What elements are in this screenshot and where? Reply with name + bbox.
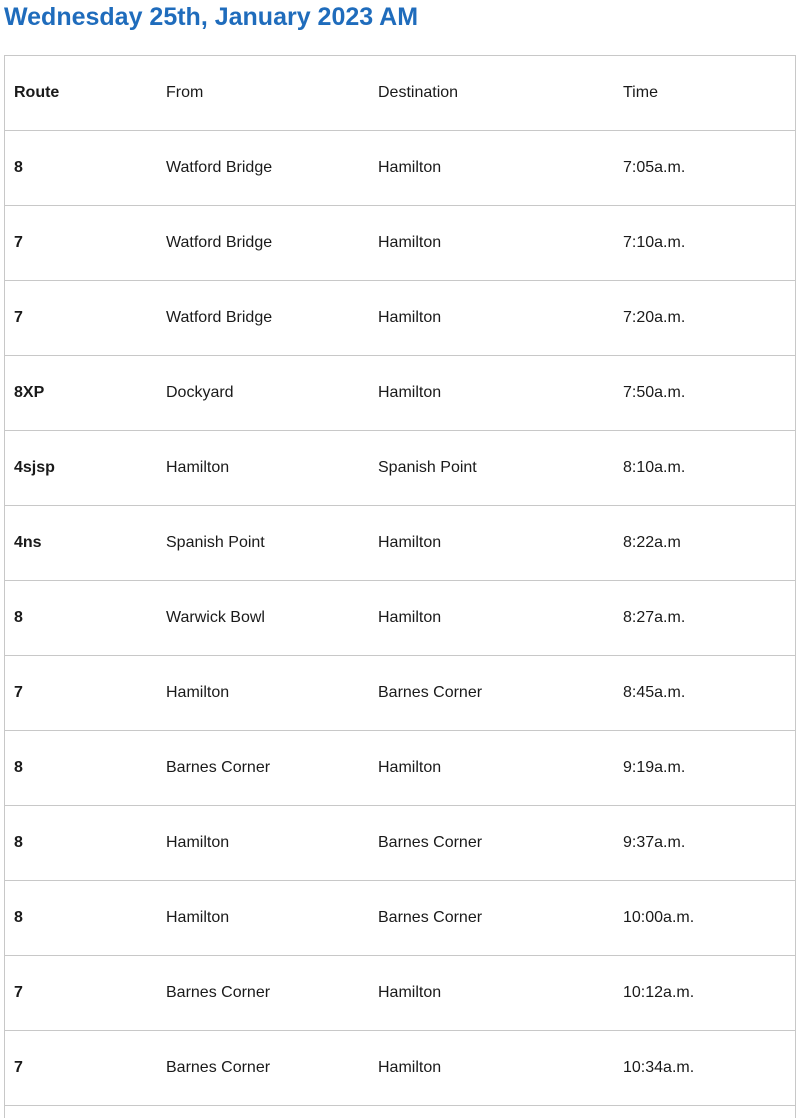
table-row (5, 881, 796, 956)
cell-route: 8 (5, 131, 158, 206)
cell-time: 10:00a.m. (614, 881, 796, 956)
header-time: Time (614, 56, 796, 131)
cell-route: 8 (5, 731, 158, 806)
table-row (5, 206, 796, 281)
table-body (5, 131, 796, 1118)
cell-destination: Barnes Corner (369, 656, 614, 731)
cell-from: Hamilton (157, 806, 369, 881)
cell-route: 7 (5, 656, 158, 731)
cell-route (5, 1106, 158, 1118)
cell-route: 4sjsp (5, 431, 158, 506)
table-row (5, 806, 796, 881)
cell-from: Hamilton (157, 881, 369, 956)
cell-time: 8:22a.m (614, 506, 796, 581)
table-row (5, 1106, 796, 1118)
cell-time: 7:05a.m. (614, 131, 796, 206)
cell-route: 7 (5, 281, 158, 356)
cell-from: Watford Bridge (157, 131, 369, 206)
cell-time: 8:10a.m. (614, 431, 796, 506)
cell-time: 10:34a.m. (614, 1031, 796, 1106)
cell-destination: Barnes Corner (369, 806, 614, 881)
header-destination: Destination (369, 56, 614, 131)
cell-time: 7:50a.m. (614, 356, 796, 431)
header-from: From (157, 56, 369, 131)
table-row (5, 506, 796, 581)
cell-destination: Hamilton (369, 206, 614, 281)
cell-destination: Hamilton (369, 1031, 614, 1106)
table-row (5, 431, 796, 506)
cell-destination: Spanish Point (369, 431, 614, 506)
table-row (5, 656, 796, 731)
cell-destination: Hamilton (369, 956, 614, 1031)
page-title: Wednesday 25th, January 2023 AM (4, 3, 419, 31)
table-row (5, 131, 796, 206)
cell-time: 8:45a.m. (614, 656, 796, 731)
cell-from: Hamilton (157, 656, 369, 731)
cell-from: Barnes Corner (157, 956, 369, 1031)
table-row (5, 581, 796, 656)
cell-route: 7 (5, 956, 158, 1031)
cell-from: Barnes Corner (157, 1031, 369, 1106)
cell-from: Watford Bridge (157, 206, 369, 281)
cell-time (614, 1106, 796, 1118)
cell-destination: Hamilton (369, 281, 614, 356)
cell-from: Watford Bridge (157, 281, 369, 356)
cell-from: Spanish Point (157, 506, 369, 581)
cell-destination: Barnes Corner (369, 881, 614, 956)
cell-route: 8XP (5, 356, 158, 431)
cell-time: 10:12a.m. (614, 956, 796, 1031)
cell-time: 8:27a.m. (614, 581, 796, 656)
cell-destination (369, 1106, 614, 1118)
bus-schedule-table (4, 55, 796, 1118)
table-row (5, 956, 796, 1031)
table-row (5, 1031, 796, 1106)
cell-route: 4ns (5, 506, 158, 581)
cell-from (157, 1106, 369, 1118)
cell-destination: Hamilton (369, 131, 614, 206)
table-row (5, 281, 796, 356)
cell-from: Dockyard (157, 356, 369, 431)
table-row (5, 356, 796, 431)
table-row (5, 731, 796, 806)
cell-destination: Hamilton (369, 356, 614, 431)
cell-from: Barnes Corner (157, 731, 369, 806)
cell-time: 7:10a.m. (614, 206, 796, 281)
cell-time: 9:37a.m. (614, 806, 796, 881)
cell-destination: Hamilton (369, 506, 614, 581)
table-header-row (5, 56, 796, 131)
cell-route: 7 (5, 206, 158, 281)
cell-time: 9:19a.m. (614, 731, 796, 806)
cell-route: 7 (5, 1031, 158, 1106)
header-route: Route (5, 56, 158, 131)
cell-from: Warwick Bowl (157, 581, 369, 656)
cell-route: 8 (5, 806, 158, 881)
cell-from: Hamilton (157, 431, 369, 506)
cell-route: 8 (5, 881, 158, 956)
cell-destination: Hamilton (369, 581, 614, 656)
cell-destination: Hamilton (369, 731, 614, 806)
cell-time: 7:20a.m. (614, 281, 796, 356)
cell-route: 8 (5, 581, 158, 656)
